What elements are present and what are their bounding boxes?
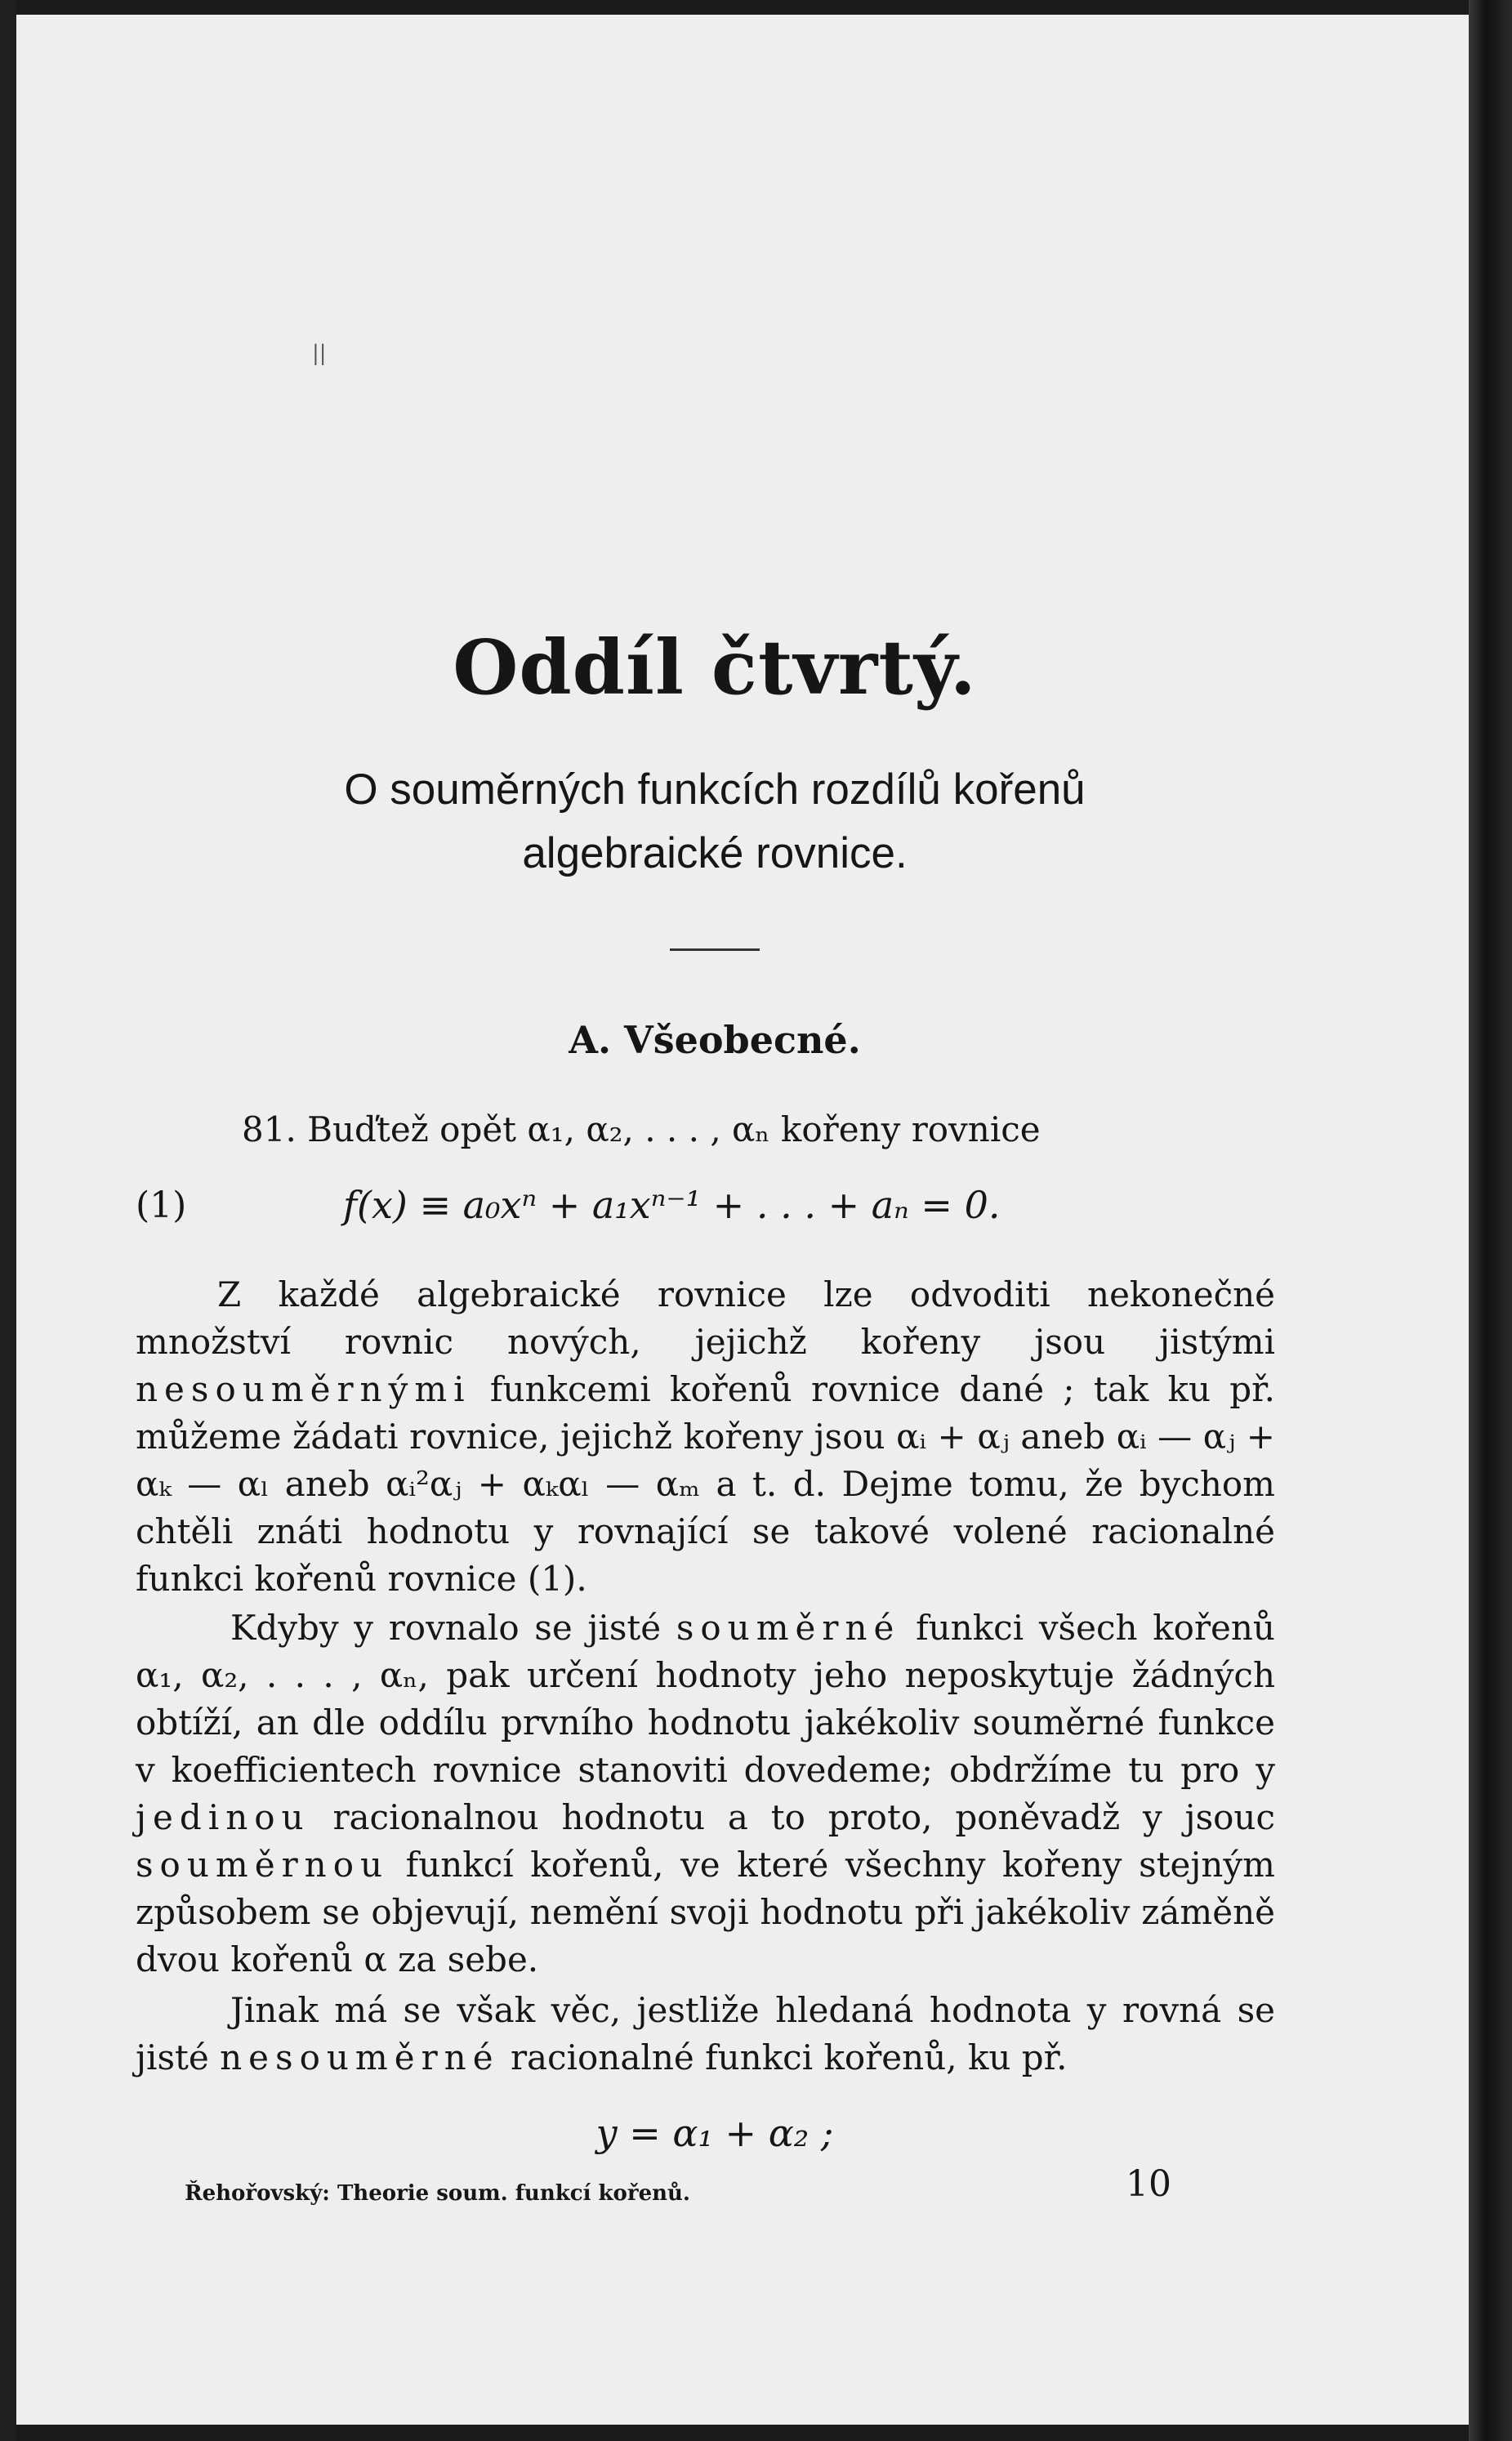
scan-right-edge [1469, 0, 1512, 2441]
scan-left-edge [0, 0, 16, 2441]
footer-signature: Řehořovský: Theorie soum. funkcí kořenů. [185, 2181, 690, 2206]
paragraph-3-spaced-2: jedinou [136, 1797, 310, 1837]
book-page [16, 15, 1469, 2425]
page-number: 10 [1126, 2163, 1171, 2205]
paragraph-4-part-1: Jinak má se však věc, jestliže hledaná hodnota y rovná se jisté [136, 1990, 1275, 2077]
equation-2: y = α₁ + α₂ ; [595, 2111, 834, 2155]
paragraph-3-part-3: racionalnou hodnotu a to proto, poněvadž y jsouc [332, 1797, 1275, 1837]
chapter-title: Oddíl čtvrtý. [453, 623, 977, 712]
paragraph-3-part-2: funkci všech kořenů α₁, α₂, . . . , αₙ, pak určení hodnoty jeho neposkytuje žádných obtíží, an dle oddílu prvního hodnotu jakékoliv souměrné funkce v koefficientech rovnice stanoviti dovedeme; obdržíme tu pro y [136, 1608, 1275, 1790]
subtitle-line-2: algebraické rovnice. [522, 829, 908, 877]
paragraph-2-text-b: funkcemi kořenů rovnice dané ; tak ku př. můžeme žádati rovnice, jejichž kořeny jsou αᵢ + αⱼ aneb αᵢ — αⱼ + αₖ — αₗ aneb αᵢ²αⱼ + αₖαₗ — αₘ a t. d. Dejme tomu, že bychom chtěli znáti hodnotu y rovnající se takové volené racionalné funkci kořenů rovnice (1). [136, 1369, 1275, 1599]
equation-number: (1) [136, 1185, 187, 1226]
paragraph-2-spaced: nesouměrnými [136, 1369, 471, 1409]
paragraph-2-text-a: Z každé algebraické rovnice lze odvoditi nekonečné množství rovnic nových, jejichž kořeny jsou jistými [136, 1274, 1275, 1362]
paragraph-3 [136, 1604, 1275, 1984]
paragraph-4-part-2: racionalné funkci kořenů, ku př. [510, 2037, 1068, 2077]
chapter-subtitle [16, 758, 1413, 886]
subtitle-line-1: O souměrných funkcích rozdílů kořenů [344, 765, 1086, 814]
margin-mark: || [312, 341, 327, 366]
paragraph-4-spaced: nesouměrné [220, 2037, 500, 2077]
paragraph-4 [136, 1987, 1275, 2082]
paragraph-81: 81. Buďtež opět α₁, α₂, . . . , αₙ kořeny rovnice [242, 1109, 1041, 1149]
section-heading: A. Všeobecné. [569, 1018, 861, 1062]
paragraph-3-spaced-3: souměrnou [136, 1845, 390, 1885]
paragraph-3-spaced-1: souměrné [676, 1608, 901, 1648]
paragraph-3-part-4: funkcí kořenů, ve které všechny kořeny stejným způsobem se objevují, nemění svoji hodnotu při jakékoliv záměně dvou kořenů α za sebe. [136, 1845, 1275, 1979]
paragraph-2 [136, 1271, 1275, 1603]
paragraph-3-part-1: Kdyby y rovnalo se jisté [230, 1608, 662, 1648]
decorative-divider [16, 922, 1413, 959]
equation-1: f(x) ≡ a₀xⁿ + a₁xⁿ⁻¹ + . . . + aₙ = 0. [343, 1183, 1001, 1227]
